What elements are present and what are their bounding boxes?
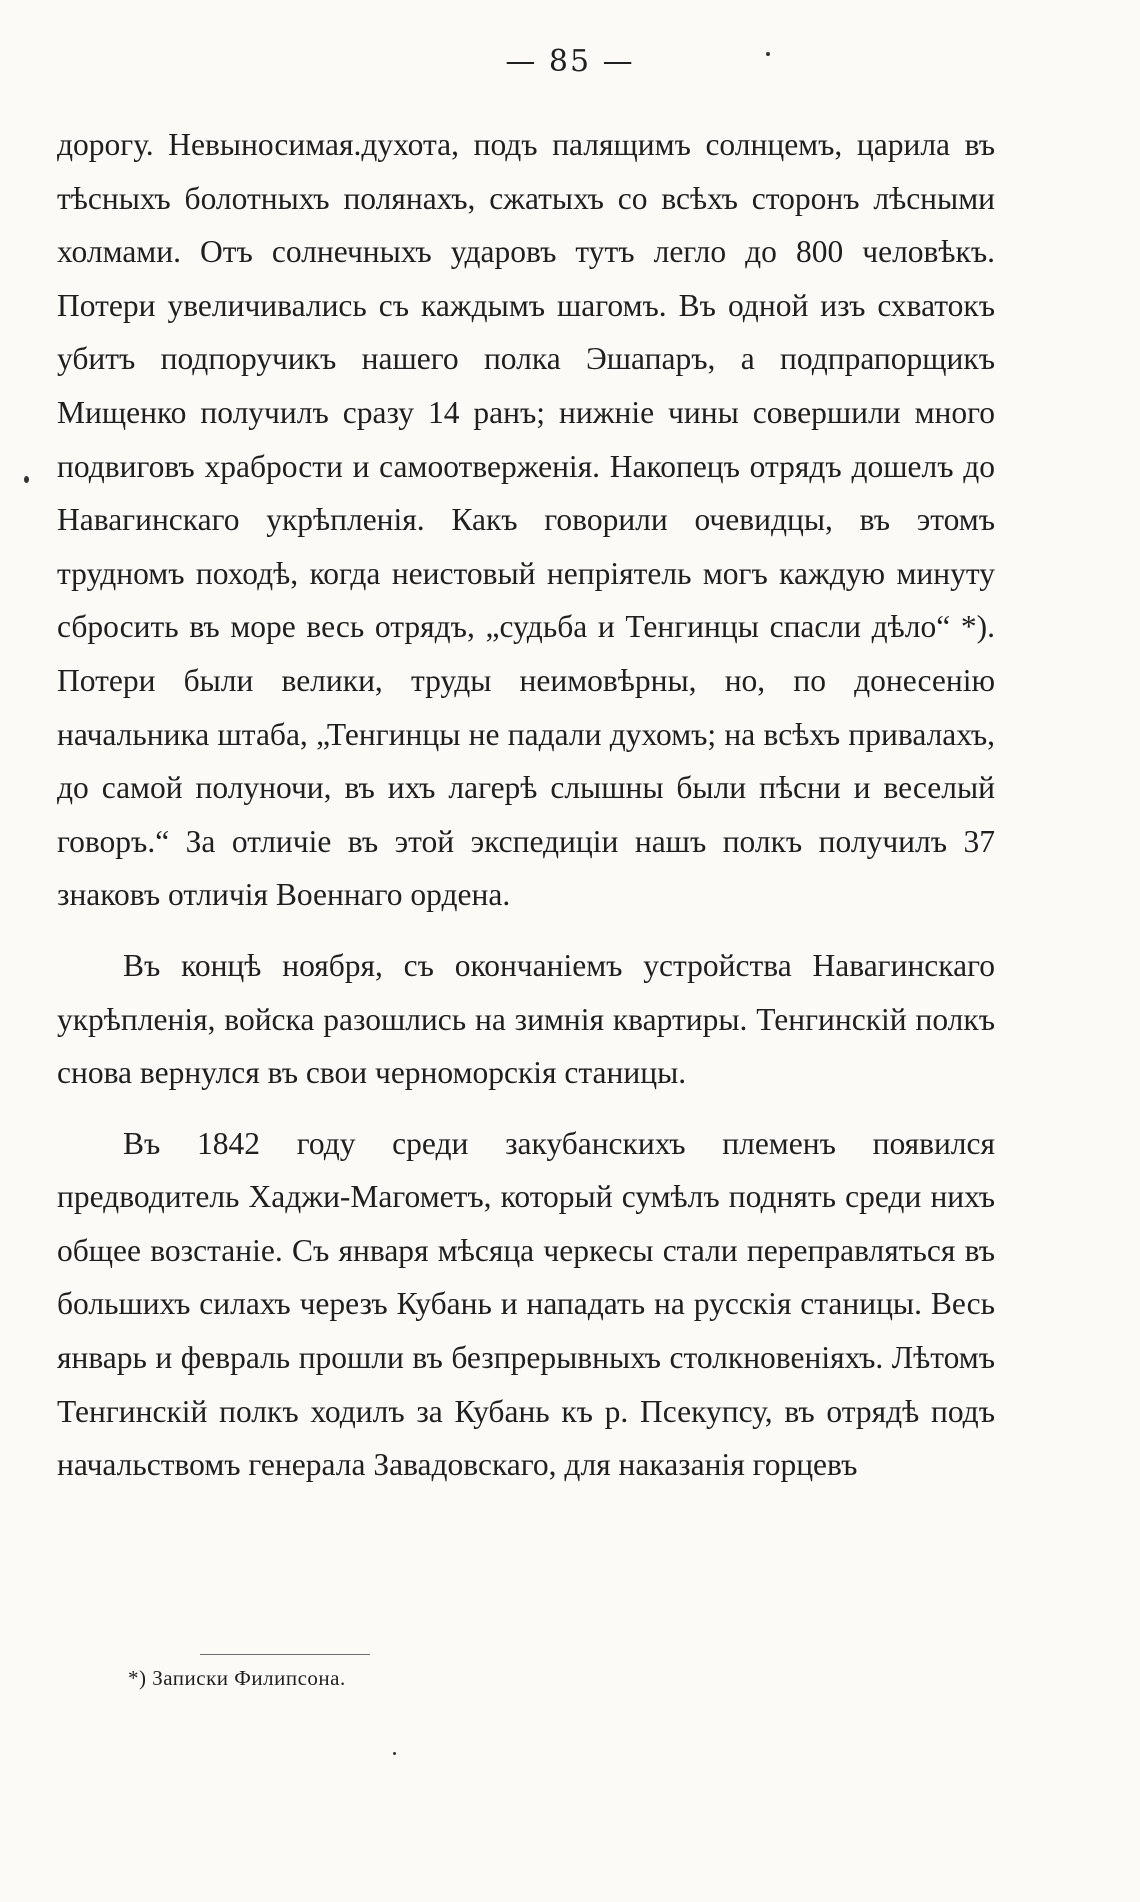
body-text (57, 118, 995, 1492)
print-speck (393, 1752, 396, 1755)
page-number: — 85 — (505, 44, 635, 79)
footnote-divider (200, 1654, 370, 1655)
print-speck (24, 476, 29, 483)
paragraph-continued: дорогу. Невыносимая.духота, подъ палящимъ солнцемъ, царила въ тѣсныхъ болотныхъ полянахъ, сжатыхъ со всѣхъ сторонъ лѣсными холмами. Отъ солнечныхъ ударовъ тутъ легло до 800 человѣкъ. Потери увеличивались съ каждымъ шагомъ. Въ одной изъ схватокъ убитъ подпоручикъ нашего полка Эшапаръ, а подпрапорщикъ Мищенко получилъ сразу 14 ранъ; нижніе чины совершили много подвиговъ храбрости и самоотверженія. Накопецъ отрядъ дошелъ до Навагинскаго укрѣпленія. Какъ говорили очевидцы, въ этомъ трудномъ походѣ, когда неистовый непріятель могъ каждую минуту сбросить въ море весь отрядъ, „судьба и Тенгинцы спасли дѣло“ *). Потери были велики, труды неимовѣрны, но, по донесенію начальника штаба, „Тенгинцы не падали духомъ; на всѣхъ привалахъ, до самой полуночи, въ ихъ лагерѣ слышны были пѣсни и веселый говоръ.“ За отличіе въ этой экспедиціи нашъ полкъ получилъ 37 знаковъ отличія Военнаго ордена. (57, 127, 995, 913)
print-speck (766, 52, 770, 56)
paragraph: Въ концѣ ноября, съ окончаніемъ устройства Навагинскаго укрѣпленія, войска разошлись на зимнія квартиры. Тенгинскій полкъ снова вернулся въ свои черноморскія станицы. (57, 947, 995, 1091)
footnote: *) Записки Филипсона. (128, 1666, 346, 1690)
paragraph: Въ 1842 году среди закубанскихъ племенъ появился предводитель Хаджи-Магометъ, который сумѣлъ поднять среди нихъ общее возстаніе. Съ января мѣсяца черкесы стали переправляться въ большихъ силахъ черезъ Кубань и нападать на русскія станицы. Весь январь и февраль прошли въ безпрерывныхъ столкновеніяхъ. Лѣтомъ Тенгинскій полкъ ходилъ за Кубань къ р. Псекупсу, въ отрядѣ подъ начальствомъ генерала Завадовскаго, для наказанія горцевъ (57, 1125, 995, 1483)
